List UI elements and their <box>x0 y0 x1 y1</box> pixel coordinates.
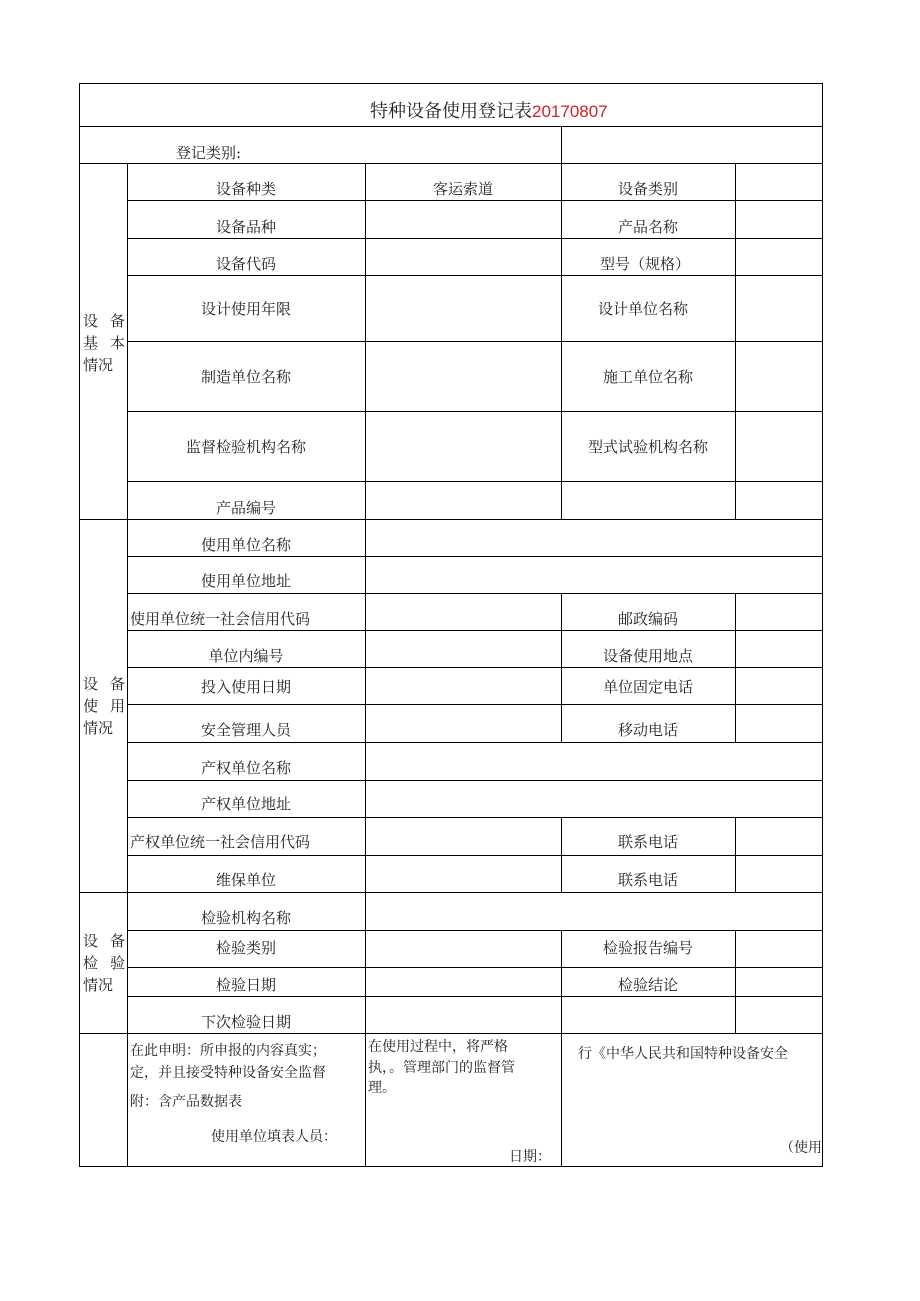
inspection-category-label: 检验类别 <box>215 939 277 957</box>
rule <box>127 275 823 276</box>
section-label-inspection: 设 备 检 验 情况 <box>83 932 125 994</box>
user-address-label: 使用单位地址 <box>200 572 292 590</box>
section-label-usage: 设 备 使 用 情况 <box>83 675 125 737</box>
form-title-text: 特种设备使用登记表 <box>370 101 532 122</box>
manufacturer-label: 制造单位名称 <box>200 368 292 386</box>
maintenance-unit-label: 维保单位 <box>215 871 277 889</box>
rule <box>127 930 823 931</box>
declaration-line-2: 定，并且接受特种设备安全监督 <box>130 1065 326 1081</box>
rule <box>127 742 823 743</box>
owner-credit-code-label: 产权单位统一社会信用代码 <box>130 833 311 851</box>
user-credit-code-label: 使用单位统一社会信用代码 <box>130 610 311 628</box>
rule <box>735 817 736 892</box>
device-type-label: 设备种类 <box>215 180 277 198</box>
type-test-org-label: 型式试验机构名称 <box>587 438 709 456</box>
rule <box>735 593 736 742</box>
rule-section-basic-bottom <box>79 519 823 520</box>
rule <box>127 967 823 968</box>
rule <box>365 519 366 892</box>
rule <box>127 200 823 201</box>
rule <box>127 996 823 997</box>
rule-title-bottom <box>79 126 823 127</box>
design-unit-label: 设计单位名称 <box>597 300 689 318</box>
form-code: 20170807 <box>532 102 608 121</box>
owner-address-label: 产权单位地址 <box>200 795 292 813</box>
declaration-date-label: 日期： <box>509 1149 551 1165</box>
rule-section-usage-bottom <box>79 892 823 893</box>
rule-section-inspection-bottom <box>79 1033 823 1034</box>
declaration-attachment: 附：含产品数据表 <box>130 1094 242 1110</box>
mobile-label: 移动电话 <box>617 721 679 739</box>
rule <box>561 163 562 519</box>
declaration-right-line-2: （使用 <box>780 1140 822 1156</box>
device-code-label: 设备代码 <box>215 255 277 273</box>
form-filler-label: 使用单位填表人员： <box>211 1129 337 1145</box>
form-title <box>370 101 608 123</box>
rule <box>561 930 562 1167</box>
owner-name-label: 产权单位名称 <box>200 759 292 777</box>
rule <box>127 341 823 342</box>
rule <box>561 817 562 892</box>
safety-manager-label: 安全管理人员 <box>200 721 292 739</box>
maintenance-phone-label: 联系电话 <box>617 871 679 889</box>
postal-code-label: 邮政编码 <box>617 610 679 628</box>
rule <box>127 481 823 482</box>
registration-category-label: 登记类别: <box>176 144 242 162</box>
inspection-conclusion-label: 检验结论 <box>617 976 679 994</box>
rule <box>735 930 736 1033</box>
declaration-line-1: 在此申明：所申报的内容真实； <box>130 1043 326 1059</box>
rule <box>127 411 823 412</box>
rule <box>127 855 823 856</box>
rule <box>735 163 736 519</box>
construction-unit-label: 施工单位名称 <box>602 368 694 386</box>
inspection-org-label: 检验机构名称 <box>200 909 292 927</box>
user-name-label: 使用单位名称 <box>200 536 292 554</box>
rule <box>127 667 823 668</box>
model-label: 型号（规格） <box>599 255 691 273</box>
declaration-mid-line-2: 执，。管理部门的监督管 <box>368 1060 515 1076</box>
rule <box>127 704 823 705</box>
supervision-org-label: 监督检验机构名称 <box>185 438 307 456</box>
rule-category-bottom <box>79 163 823 164</box>
section-label-basic: 设 备 基 本 情况 <box>83 312 125 374</box>
owner-phone-label: 联系电话 <box>617 833 679 851</box>
rule <box>561 593 562 742</box>
declaration-right-line-1: 行《中华人民共和国特种设备安全 <box>578 1046 788 1062</box>
rule <box>127 630 823 631</box>
rule <box>127 817 823 818</box>
rule <box>365 163 366 519</box>
design-life-label: 设计使用年限 <box>200 300 292 318</box>
product-name-label: 产品名称 <box>617 218 679 236</box>
usage-location-label: 设备使用地点 <box>602 647 694 665</box>
rule <box>561 126 562 163</box>
rule <box>365 892 366 1167</box>
next-inspection-date-label: 下次检验日期 <box>200 1013 292 1031</box>
fixed-phone-label: 单位固定电话 <box>602 678 694 696</box>
rule <box>127 556 823 557</box>
declaration-mid-line-1: 在使用过程中，将严格 <box>368 1039 508 1055</box>
declaration-mid-line-3: 理。 <box>368 1080 396 1096</box>
inspection-date-label: 检验日期 <box>215 976 277 994</box>
device-variety-label: 设备品种 <box>215 218 277 236</box>
rule <box>127 780 823 781</box>
start-date-label: 投入使用日期 <box>200 678 292 696</box>
inspection-report-no-label: 检验报告编号 <box>602 939 694 957</box>
device-type-value: 客运索道 <box>432 180 494 198</box>
device-category-label: 设备类别 <box>617 180 679 198</box>
product-number-label: 产品编号 <box>215 499 277 517</box>
rule <box>127 593 823 594</box>
internal-number-label: 单位内编号 <box>208 647 284 665</box>
rule <box>127 238 823 239</box>
